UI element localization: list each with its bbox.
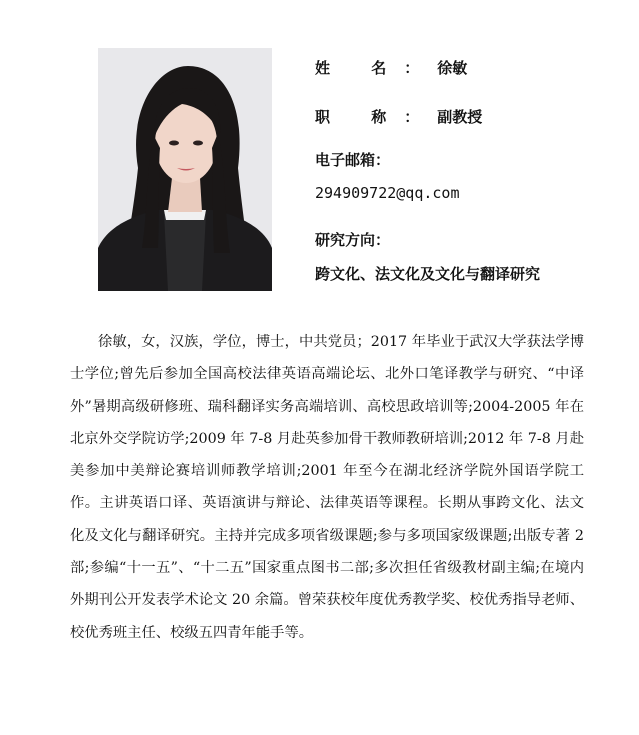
email-label: 电子邮箱： (315, 151, 391, 169)
title-label: 职 称： (315, 108, 438, 126)
name-label: 姓 名： (315, 59, 438, 77)
title-row (315, 106, 482, 127)
profile-photo (98, 48, 272, 291)
portrait-image (98, 48, 272, 291)
name-row (315, 57, 467, 78)
research-value: 跨文化、法文化及文化与翻译研究 (315, 265, 541, 283)
email-value: 294909722@qq.com (315, 184, 460, 202)
title-value: 副教授 (437, 108, 483, 126)
name-value: 徐敏 (437, 59, 468, 77)
biography-paragraph: 徐敏，女，汉族，学位，博士，中共党员；2017 年毕业于武汉大学获法学博士学位;曾先后参加全国高校法律英语高端论坛、北外口笔译教学与研究、“中译外”暑期高级研修班、瑞科翻译实务高端培训、高校思政培训等;2004-2005 年在北京外交学院访学;2009 年 7-8 月赴英参加骨干教师教研培训;2012 年 7-8 月赴美参加中美辩论赛培训师教学培训;2001 年至今在湖北经济学院外国语学院工作。主讲英语口译、英语演讲与辩论、法律英语等课程。长期从事跨文化、法文化及文化与翻译研究。主持并完成多项省级课题;参与多项国家级课题;出版专著 2 部;参编“十一五”、“十二五”国家重点图书二部;多次担任省级教材副主编;在境内外期刊公开发表学术论文 20 余篇。曾荣获校年度优秀教学奖、校优秀指导老师、校优秀班主任、校级五四青年能手等。 (70, 334, 584, 641)
research-label: 研究方向： (315, 231, 391, 249)
